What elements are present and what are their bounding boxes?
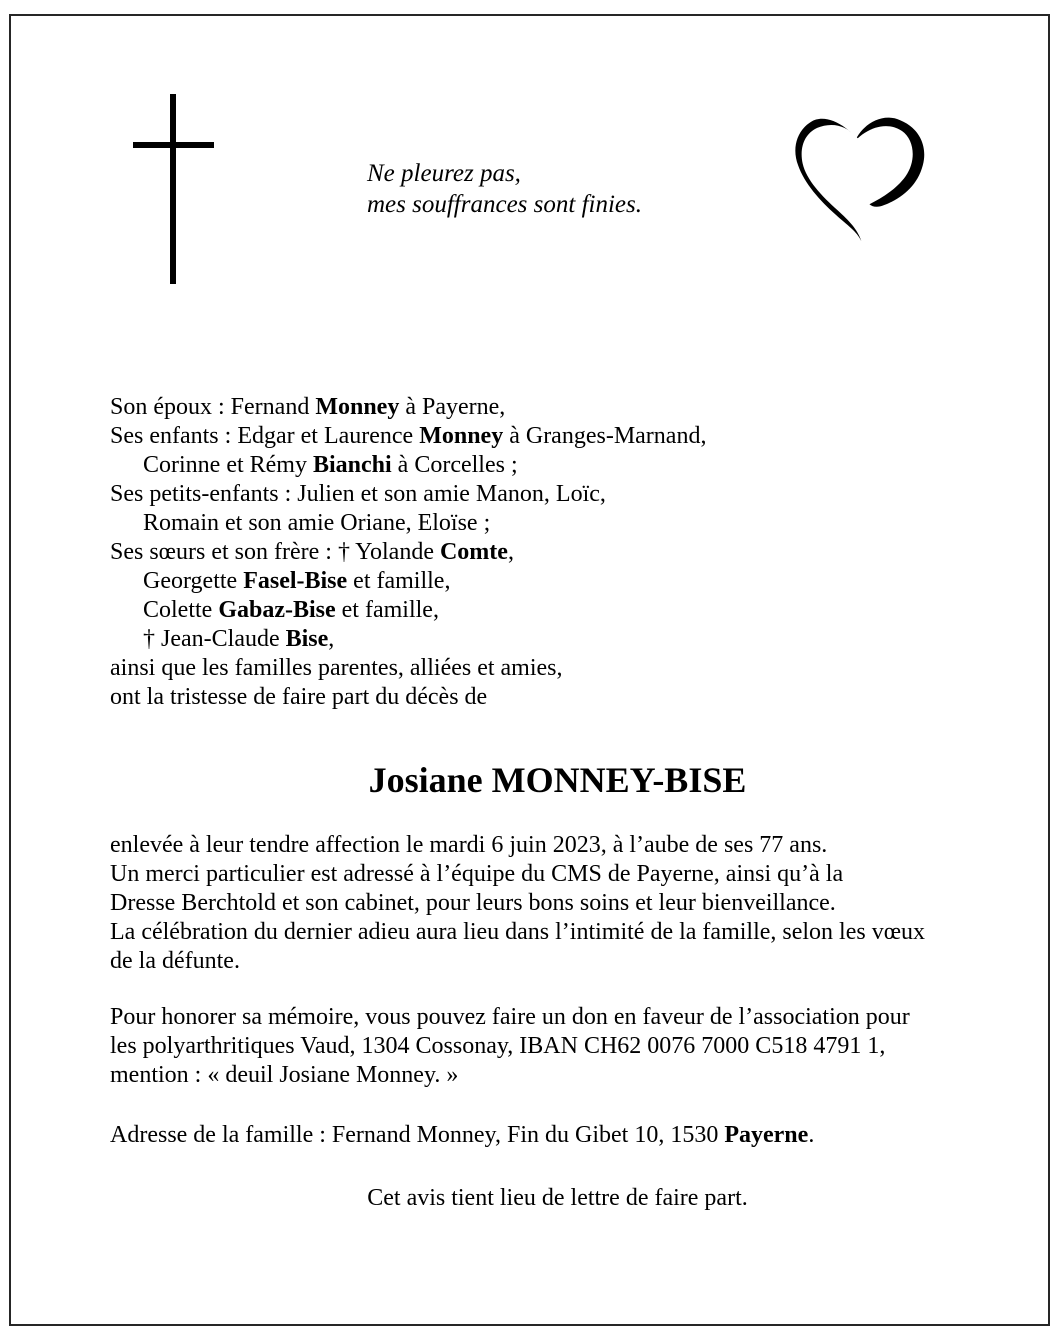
text-line: Pour honorer sa mémoire, vous pouvez faire un don en faveur de l’association pour [110,1004,910,1030]
border-frame [9,14,1050,1326]
text-line: mention : « deuil Josiane Monney. » [110,1062,459,1088]
text-line: La célébration du dernier adieu aura lieu dans l’intimité de la famille, selon les vœux [110,919,926,945]
text-line: Adresse de la famille : Fernand Monney, Fin du Gibet 10, 1530 Payerne. [110,1122,815,1148]
text-line: de la défunte. [110,948,240,974]
text-line: Georgette Fasel-Bise et famille, [143,568,451,594]
heart-icon [790,111,930,245]
header-area [11,16,1048,393]
text-line: Un merci particulier est adressé à l’équipe du CMS de Payerne, ainsi qu’à la [110,861,844,887]
epitaph-quote [367,158,642,220]
text-line: les polyarthritiques Vaud, 1304 Cossonay, IBAN CH62 0076 7000 C518 4791 1, [110,1033,886,1059]
text-line: † Jean-Claude Bise, [143,626,335,652]
text-line: Colette Gabaz-Bise et famille, [143,597,439,623]
text-line: Ne pleurez pas, [367,160,521,187]
text-line: Ses petits-enfants : Julien et son amie Manon, Loïc, [110,481,606,507]
deceased-name-title: Josiane MONNEY-BISE [368,760,747,800]
text-line: mes souffrances sont finies. [367,191,642,218]
text-line: Corinne et Rémy Bianchi à Corcelles ; [143,452,518,478]
family-address [110,1121,1048,1150]
text-line: Romain et son amie Oriane, Eloïse ; [143,510,491,536]
announcement-paragraph [110,831,1048,976]
family-list [110,393,1048,712]
text-line: Dresse Berchtold et son cabinet, pour leurs bons soins et leur bienveillance. [110,890,836,916]
text-line: Ses enfants : Edgar et Laurence Monney à Granges-Marnand, [110,423,707,449]
text-line: Son époux : Fernand Monney à Payerne, [110,394,506,420]
text-line: enlevée à leur tendre affection le mardi 6 juin 2023, à l’aube de ses 77 ans. [110,832,828,858]
text-line: ont la tristesse de faire part du décès de [110,684,488,710]
donation-paragraph [110,1003,1048,1090]
closing-line: Cet avis tient lieu de lettre de faire part. [367,1185,748,1211]
cross-icon [133,94,214,284]
text-line: Ses sœurs et son frère : † Yolande Comte, [110,539,514,565]
text-line: ainsi que les familles parentes, alliées et amies, [110,655,563,681]
